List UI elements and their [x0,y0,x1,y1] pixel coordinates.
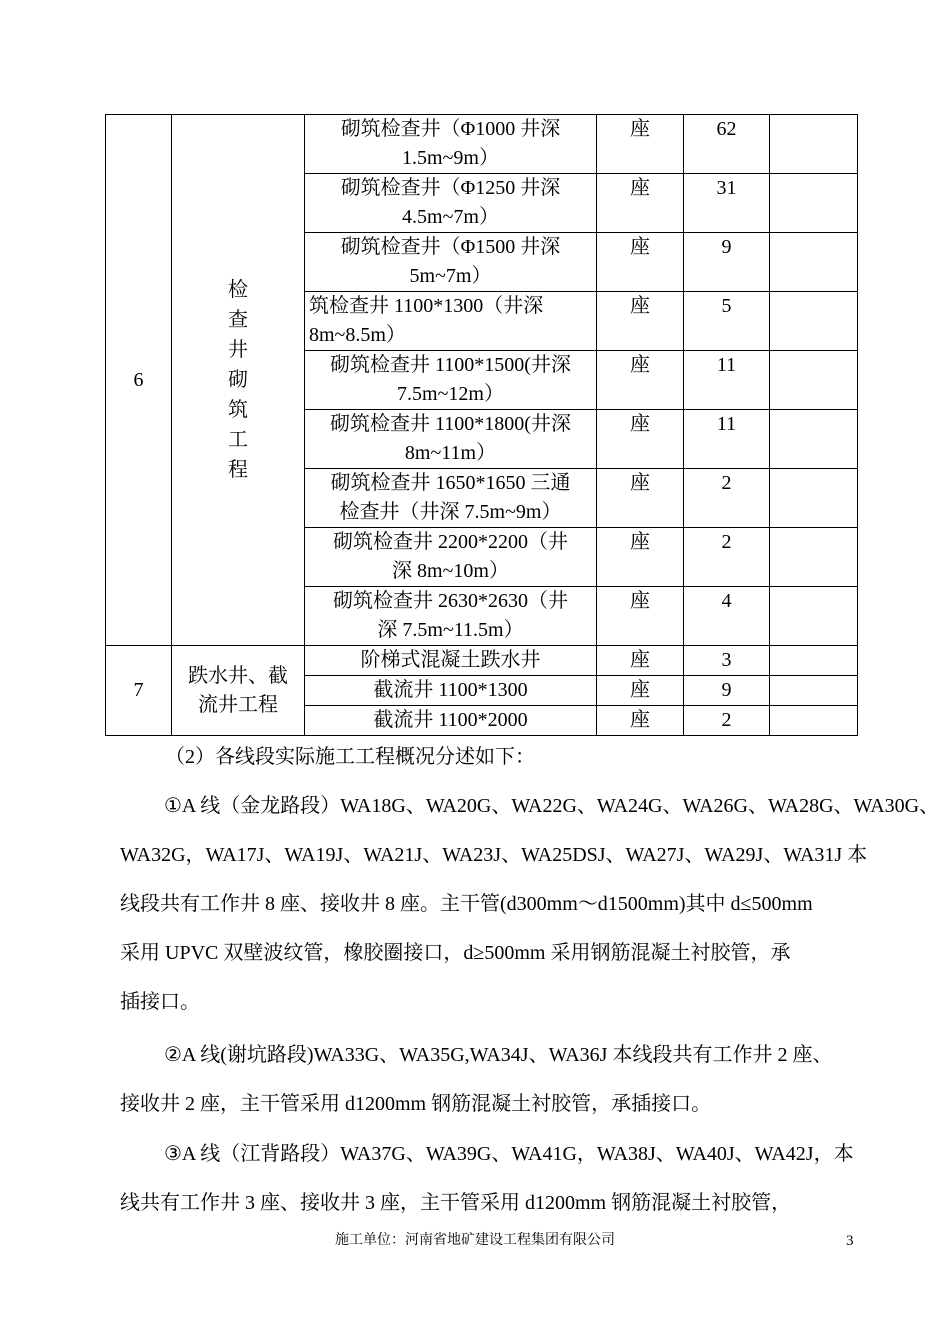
paragraph-line: WA32G，WA17J、WA19J、WA21J、WA23J、WA25DSJ、WA27J、WA29J、WA31J 本 [120,844,868,866]
item-description: 砌筑检查井 2630*2630（井 深 7.5m~11.5m） [305,587,597,646]
paragraph-line-a-jinlong [120,782,940,1027]
item-unit: 座 [597,646,684,676]
item-remark [770,233,858,292]
item-quantity: 11 [684,351,770,410]
item-unit: 座 [597,587,684,646]
item-quantity: 9 [684,676,770,706]
item-remark [770,410,858,469]
item-quantity: 2 [684,706,770,736]
paragraph-line: ①A 线（金龙路段）WA18G、WA20G、WA22G、WA24G、WA26G、WA28G、WA30G、 [164,795,940,817]
footer-company: 施工单位：河南省地矿建设工程集团有限公司 [335,1233,615,1248]
item-description: 砌筑检查井 1650*1650 三通 检查井（井深 7.5m~9m） [305,469,597,528]
item-unit: 座 [597,292,684,351]
item-number-7: 7 [106,646,172,736]
item-description: 砌筑检查井（Φ1000 井深 1.5m~9m） [305,115,597,174]
item-description: 砌筑检查井（Φ1250 井深 4.5m~7m） [305,174,597,233]
item-remark [770,115,858,174]
item-remark [770,174,858,233]
item-quantity: 62 [684,115,770,174]
item-description: 阶梯式混凝土跌水井 [305,646,597,676]
item-unit: 座 [597,469,684,528]
category-6-char: 查 [228,309,248,331]
item-quantity: 4 [684,587,770,646]
item-quantity: 3 [684,646,770,676]
item-unit: 座 [597,174,684,233]
paragraph-line: ②A 线(谢坑路段)WA33G、WA35G,WA34J、WA36J 本线段共有工作井 2 座、 [164,1044,833,1066]
item-unit: 座 [597,351,684,410]
paragraph-line: 插接口。 [120,991,200,1013]
works-table [105,114,858,736]
item-remark [770,587,858,646]
item-quantity: 5 [684,292,770,351]
section-heading: （2）各线段实际施工工程概况分述如下： [165,746,535,768]
category-6-char: 筑 [228,399,248,421]
item-quantity: 9 [684,233,770,292]
item-remark [770,469,858,528]
item-description: 砌筑检查井 2200*2200（井 深 8m~10m） [305,528,597,587]
paragraph-line-a-jiangbei [120,1130,856,1228]
category-7: 跌水井、截 流井工程 [172,646,305,736]
item-quantity: 2 [684,528,770,587]
category-6-char: 井 [228,339,248,361]
category-6-char: 工 [228,429,248,451]
paragraph-line: 线段共有工作井 8 座、接收井 8 座。主干管(d300mm～d1500mm)其中 d≤500mm [120,893,813,915]
item-unit: 座 [597,528,684,587]
paragraph-line: 线共有工作井 3 座、接收井 3 座，主干管采用 d1200mm 钢筋混凝土衬胶管， [120,1192,792,1214]
category-6 [172,115,305,646]
item-remark [770,292,858,351]
category-6-char: 检 [228,279,248,301]
item-number-6: 6 [106,115,172,646]
table-row [106,115,858,174]
item-unit: 座 [597,115,684,174]
item-description: 截流井 1100*1300 [305,676,597,706]
item-remark [770,528,858,587]
item-description: 截流井 1100*2000 [305,706,597,736]
item-description: 砌筑检查井 1100*1500(井深 7.5m~12m） [305,351,597,410]
item-description: 砌筑检查井 1100*1800(井深 8m~11m） [305,410,597,469]
category-6-char: 程 [228,459,248,481]
item-description: 筑检查井 1100*1300（井深 8m~8.5m） [305,292,597,351]
paragraph-line: 接收井 2 座，主干管采用 d1200mm 钢筋混凝土衬胶管，承插接口。 [120,1093,712,1115]
item-unit: 座 [597,706,684,736]
item-unit: 座 [597,233,684,292]
item-remark [770,706,858,736]
paragraph-line: 采用 UPVC 双壁波纹管，橡胶圈接口，d≥500mm 采用钢筋混凝土衬胶管，承 [120,942,791,964]
paragraph-line-a-xiekeng [120,1031,856,1129]
item-unit: 座 [597,676,684,706]
item-remark [770,351,858,410]
item-remark [770,676,858,706]
item-unit: 座 [597,410,684,469]
page-number: 3 [846,1233,854,1249]
item-quantity: 11 [684,410,770,469]
category-6-char: 砌 [228,369,248,391]
item-remark [770,646,858,676]
item-quantity: 31 [684,174,770,233]
paragraph-line: ③A 线（江背路段）WA37G、WA39G、WA41G，WA38J、WA40J、WA42J，本 [164,1143,854,1165]
item-quantity: 2 [684,469,770,528]
item-description: 砌筑检查井（Φ1500 井深 5m~7m） [305,233,597,292]
table-row [106,646,858,676]
